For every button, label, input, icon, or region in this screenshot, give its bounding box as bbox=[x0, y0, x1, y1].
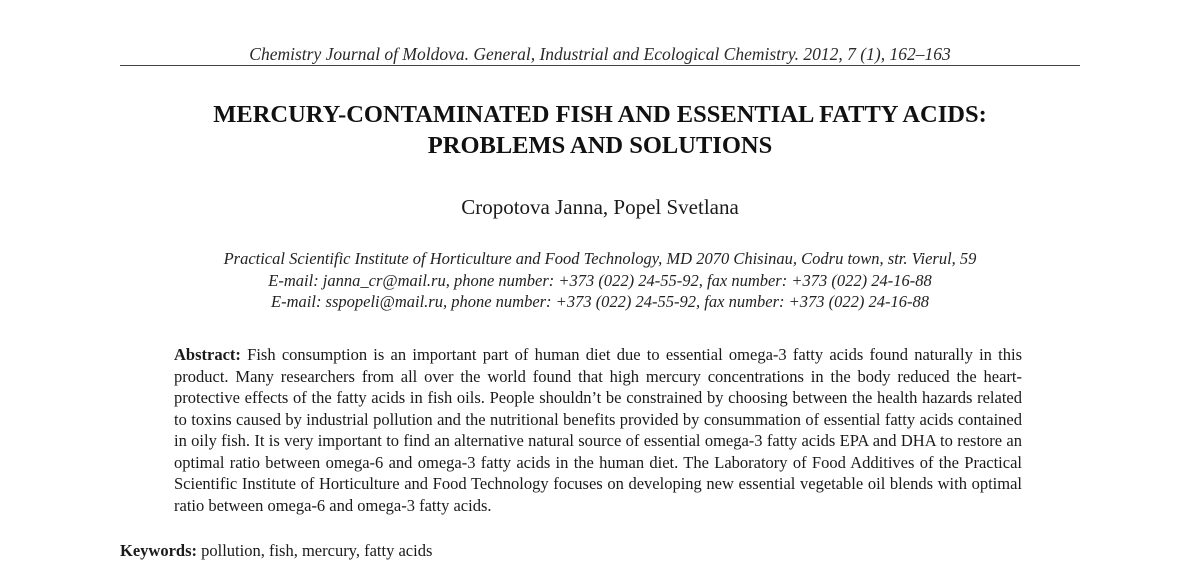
keywords bbox=[120, 540, 1080, 561]
authors: Cropotova Janna, Popel Svetlana bbox=[461, 195, 739, 219]
keywords-label: Keywords: bbox=[120, 541, 197, 560]
abstract bbox=[174, 344, 1022, 516]
journal-header: Chemistry Journal of Moldova. General, Industrial and Ecological Chemistry. 2012, 7 (1), 162–163 bbox=[249, 44, 951, 64]
abstract-label: Abstract: bbox=[174, 345, 241, 364]
keywords-text: pollution, fish, mercury, fatty acids bbox=[201, 541, 433, 560]
header-divider bbox=[120, 65, 1080, 66]
affiliation-contact-2: E-mail: sspopeli@mail.ru, phone number: +373 (022) 24-55-92, fax number: +373 (022) 24-16-88 bbox=[271, 292, 929, 311]
affiliation-block bbox=[120, 248, 1080, 313]
paper-title bbox=[120, 99, 1080, 161]
paper-title-line-2: PROBLEMS AND SOLUTIONS bbox=[427, 132, 773, 159]
affiliation-institute: Practical Scientific Institute of Horticulture and Food Technology, MD 2070 Chisinau, Codru town, str. Vierul, 59 bbox=[223, 249, 977, 268]
paper-title-line-1: MERCURY-CONTAMINATED FISH AND ESSENTIAL FATTY ACIDS: bbox=[213, 101, 987, 128]
abstract-text: Fish consumption is an important part of human diet due to essential omega-3 fatty acids found naturally in this product. Many researchers from all over the world found that high mercury concentrations in the body reduced the heart-protective effects of the fatty acids in fish oils. People shouldn’t be constrained by choosing between the health hazards related to toxins caused by industrial pollution and the nutritional benefits provided by consummation of essential fatty acids contained in oily fish. It is very important to find an alternative natural source of essential omega-3 fatty acids EPA and DHA to restore an optimal ratio between omega-6 and omega-3 fatty acids in the human diet. The Laboratory of Food Additives of the Practical Scientific Institute of Horticulture and Food Technology focuses on developing new essential vegetable oil blends with optimal ratio between omega-6 and omega-3 fatty acids. bbox=[174, 345, 1023, 515]
affiliation-contact-1: E-mail: janna_cr@mail.ru, phone number: +373 (022) 24-55-92, fax number: +373 (022) 24-16-88 bbox=[268, 270, 932, 290]
